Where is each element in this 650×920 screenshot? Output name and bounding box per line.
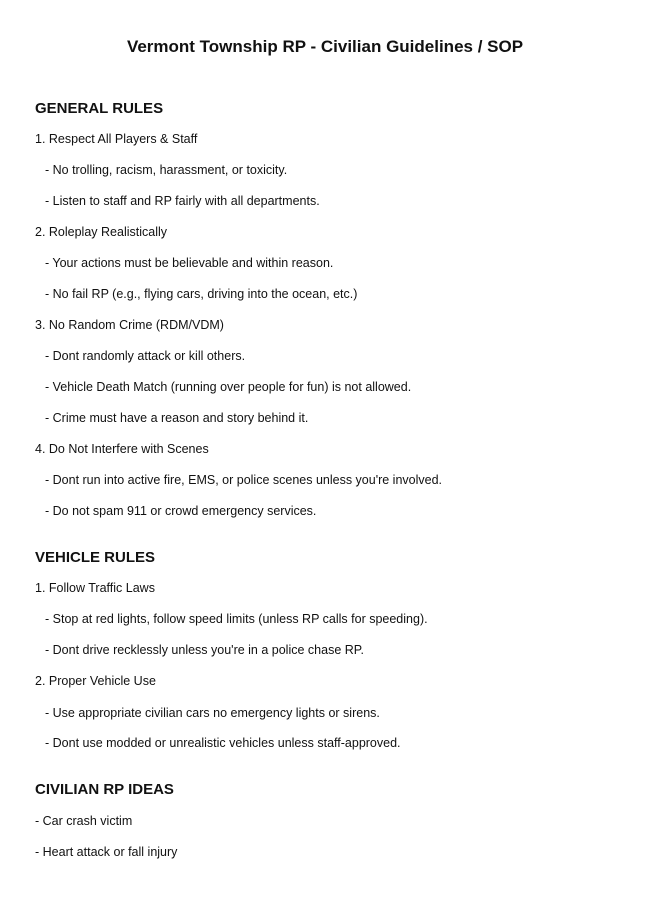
rule-item: 1. Respect All Players & Staff [35, 132, 198, 146]
rule-subitem: - Listen to staff and RP fairly with all departments. [45, 194, 320, 208]
list-item: - Car crash victim [35, 814, 133, 828]
rule-subitem: - Do not spam 911 or crowd emergency services. [45, 504, 317, 518]
rule-subitem: - Dont use modded or unrealistic vehicles unless staff-approved. [45, 736, 401, 750]
list-item: - Heart attack or fall injury [35, 845, 178, 859]
section-heading-civilian-rp-ideas: CIVILIAN RP IDEAS [35, 781, 174, 798]
rule-subitem: - Dont drive recklessly unless you're in a police chase RP. [45, 643, 364, 657]
rule-subitem: - Vehicle Death Match (running over people for fun) is not allowed. [45, 380, 412, 394]
page-title: Vermont Township RP - Civilian Guidelines / SOP [126, 37, 524, 56]
rule-subitem: - Stop at red lights, follow speed limits (unless RP calls for speeding). [45, 612, 428, 626]
rule-item: 4. Do Not Interfere with Scenes [35, 442, 209, 456]
rule-item: 2. Roleplay Realistically [35, 225, 168, 239]
section-heading-general-rules: GENERAL RULES [35, 100, 164, 117]
rule-subitem: - Use appropriate civilian cars no emergency lights or sirens. [45, 706, 380, 720]
rule-subitem: - Dont randomly attack or kill others. [45, 349, 246, 363]
rule-subitem: - No trolling, racism, harassment, or toxicity. [45, 163, 288, 177]
section-heading-vehicle-rules: VEHICLE RULES [35, 549, 156, 566]
rule-subitem: - Dont run into active fire, EMS, or police scenes unless you're involved. [45, 473, 443, 487]
rule-subitem: - No fail RP (e.g., flying cars, driving into the ocean, etc.) [45, 287, 358, 301]
rule-subitem: - Your actions must be believable and within reason. [45, 256, 334, 270]
rule-item: 2. Proper Vehicle Use [35, 674, 156, 688]
rule-item: 1. Follow Traffic Laws [35, 581, 155, 595]
rule-subitem: - Crime must have a reason and story behind it. [45, 411, 309, 425]
rule-item: 3. No Random Crime (RDM/VDM) [35, 318, 224, 332]
